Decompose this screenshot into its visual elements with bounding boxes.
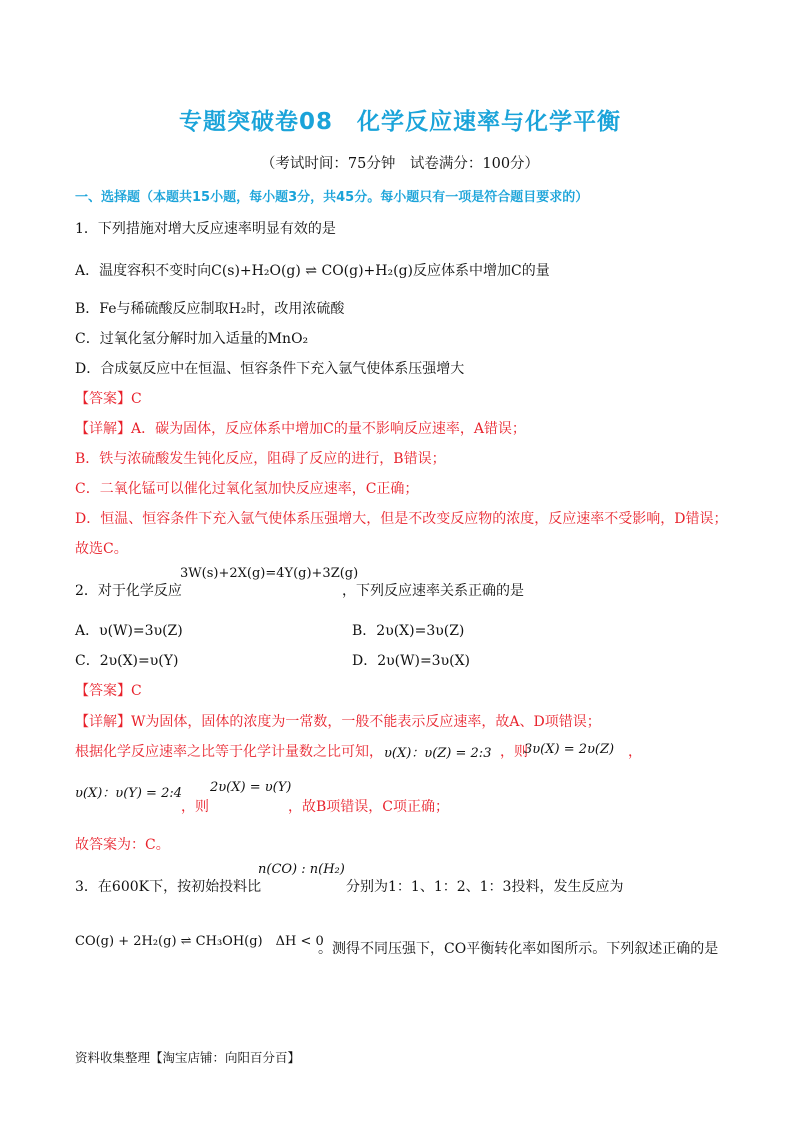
q2-relation-xy: 2υ(X) = υ(Y)	[210, 780, 292, 795]
footer-source: 资料收集整理【淘宝店铺：向阳百分百】	[75, 1050, 301, 1065]
q3-reaction-suffix: 。测得不同压强下，CO平衡转化率如图所示。下列叙述正确的是	[318, 941, 719, 957]
q3-reaction: CO(g) + 2H₂(g) ⇌ CH₃OH(g) ΔH < 0	[75, 934, 324, 949]
q1-detail-1: 【详解】A．碳为固体，反应体系中增加C的量不影响反应速率，A错误；	[75, 421, 526, 437]
q1-detail-2: B．铁与浓硫酸发生钝化反应，阻碍了反应的进行，B错误；	[75, 451, 446, 467]
q2-then-1: ，则	[500, 744, 528, 760]
q2-comma: ，	[628, 744, 642, 760]
q2-stem-prefix: 2．对于化学反应	[75, 583, 182, 599]
q2-then-2: ，则	[181, 799, 209, 815]
q1-option-b: B．Fe与稀硫酸反应制取H₂时，改用浓硫酸	[75, 301, 345, 317]
q1-stem: 1．下列措施对增大反应速率明显有效的是	[75, 221, 336, 237]
q2-ratio-xy: υ(X)：υ(Y) = 2:4	[75, 786, 183, 801]
q3-stem-suffix: 分别为1：1、1：2、1：3投料，发生反应为	[346, 879, 624, 895]
q2-stem-suffix: ，下列反应速率关系正确的是	[342, 583, 524, 599]
q3-stem-prefix: 3．在600K下，按初始投料比	[75, 879, 262, 895]
q2-option-c: C．2υ(X)=υ(Y)	[75, 653, 179, 669]
q2-final-answer: 故答案为：C。	[75, 837, 170, 853]
q2-answer: 【答案】C	[75, 683, 142, 699]
q2-option-a: A．υ(W)=3υ(Z)	[75, 623, 183, 639]
q2-stem-formula: 3W(s)+2X(g)=4Y(g)+3Z(g)	[180, 566, 359, 581]
q1-detail-4: D．恒温、恒容条件下充入氩气使体系压强增大，但是不改变反应物的浓度，反应速率不受影响，D错误；	[75, 511, 728, 527]
q1-detail-5: 故选C。	[75, 541, 128, 557]
q3-ratio-formula: n(CO) : n(H₂)	[258, 862, 345, 877]
q2-option-d: D．2υ(W)=3υ(X)	[352, 653, 470, 669]
q2-detail-2: 根据化学反应速率之比等于化学计量数之比可知，	[75, 744, 383, 760]
q2-ratio-xz: υ(X)：υ(Z) = 2:3	[384, 746, 492, 761]
q1-answer: 【答案】C	[75, 391, 142, 407]
exam-info: （考试时间：75分钟 试卷满分：100分）	[260, 156, 540, 172]
q2-detail-1: 【详解】W为固体，固体的浓度为一常数，一般不能表示反应速率，故A、D项错误；	[75, 714, 601, 730]
q1-option-a: A．温度容积不变时向C(s)+H₂O(g) ⇌ CO(g)+H₂(g)反应体系中增加C的量	[75, 263, 550, 279]
q2-option-b: B．2υ(X)=3υ(Z)	[352, 623, 465, 639]
q2-detail-conclusion: ，故B项错误，C项正确；	[288, 799, 449, 815]
q1-option-d: D．合成氨反应中在恒温、恒容条件下充入氩气使体系压强增大	[75, 361, 465, 377]
page-title: 专题突破卷08 化学反应速率与化学平衡	[178, 109, 621, 135]
section-heading: 一、选择题（本题共15小题，每小题3分，共45分。每小题只有一项是符合题目要求的）	[75, 190, 589, 205]
q1-option-c: C．过氧化氢分解时加入适量的MnO₂	[75, 331, 309, 347]
q2-relation-xz: 3υ(X) = 2υ(Z)	[524, 742, 615, 757]
q1-detail-3: C．二氧化锰可以催化过氧化氢加快反应速率，C正确；	[75, 481, 419, 497]
